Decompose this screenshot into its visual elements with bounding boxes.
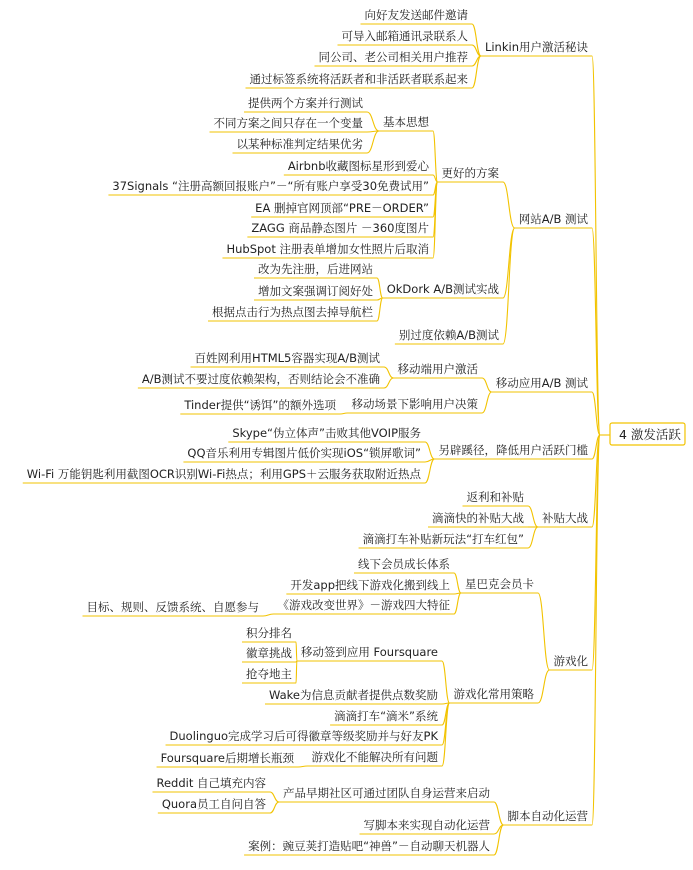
topic-b1: 网站A/B 测试	[518, 212, 588, 226]
topic-b5-1-0-0: 积分排名	[246, 626, 292, 640]
topic-b3: 另辟蹊径，降低用户活跃门槛	[438, 443, 588, 457]
topic-b1-0-5: HubSpot 注册表单增加女性照片后取消	[226, 242, 429, 256]
connector	[384, 378, 394, 388]
connector	[425, 459, 435, 483]
topic-b2-1-0: Tinder提供“诱饵”的额外选项	[184, 398, 336, 412]
topic-b1-0-0: 基本思想	[383, 115, 429, 129]
topic-b0-0: 向好友发送邮件邀请	[364, 8, 468, 22]
connector	[377, 298, 383, 321]
topic-b5-0-0: 线下会员成长体系	[358, 557, 450, 571]
topic-b5-1-4: 游戏化不能解决所有问题	[311, 750, 438, 764]
topic-b5-1-0: 移动签到应用 Foursquare	[300, 645, 438, 659]
connector	[298, 766, 308, 767]
topic-b5-0-1: 开发app把线下游戏化搬到线上	[290, 578, 450, 592]
connector	[377, 278, 383, 298]
topic-b1-0: 更好的方案	[441, 166, 499, 180]
connector	[482, 392, 492, 413]
topic-b1-2: 别过度依赖A/B测试	[398, 328, 499, 342]
connector	[538, 670, 550, 703]
topic-b5-1-0-1: 徽章挑战	[246, 646, 292, 660]
topic-b2-0-0: 百姓网利用HTML5容器实现A/B测试	[194, 351, 380, 365]
topic-b3-1: QQ音乐利用专辑图片低价实现iOS“锁屏歌词”	[187, 446, 421, 460]
connector	[528, 506, 538, 527]
topic-b5-1-0-2: 抢夺地主	[246, 667, 292, 681]
connector	[442, 661, 450, 703]
topic-b6-0-1: Quora员工自问自答	[161, 797, 266, 811]
topic-b5-0-2-0: 目标、规则、反馈系统、自愿参与	[86, 600, 259, 614]
connector	[384, 367, 394, 378]
topic-b1-0-0-2: 以某种标准判定结果优劣	[236, 137, 363, 151]
topic-b0-3: 通过标签系统将活跃者和非活跃者联系起来	[249, 72, 468, 86]
connector	[503, 228, 515, 344]
connector	[494, 802, 504, 825]
topic-b6-1: 写脚本来实现自动化运营	[363, 818, 490, 832]
topic-b2-1: 移动场景下影响用户决策	[351, 397, 478, 411]
topic-b5-1-4-0: Foursquare后期增长瓶颈	[160, 751, 294, 765]
topic-b1-1-1: 增加文案强调订阅好处	[258, 284, 373, 298]
connector	[482, 378, 492, 392]
topic-b5-1-3: Duolinguo完成学习后可得徽章等级奖励并与好友PK	[169, 729, 438, 743]
topic-b5-0: 星巴克会员卡	[465, 577, 534, 591]
topic-b2: 移动应用A/B 测试	[495, 376, 588, 390]
topic-b5-0-2: 《游戏改变世界》－游戏四大特征	[277, 598, 450, 612]
topic-b4: 补贴大战	[542, 511, 588, 525]
topic-b5: 游戏化	[553, 654, 588, 668]
connector	[454, 593, 461, 614]
connector	[367, 131, 379, 153]
topic-b4-2: 滴滴打车补贴新玩法“打车红包”	[362, 532, 524, 546]
topic-b5-1-1: Wake为信息贡献者提供点数奖励	[268, 688, 438, 702]
topic-b2-0-1: A/B测试不要过度依赖架构，否则结论会不准确	[141, 372, 380, 386]
topic-b6-2: 案例：豌豆荚打造贴吧“神兽”－自动聊天机器人	[248, 839, 490, 853]
connector	[296, 661, 297, 683]
topic-b4-0: 返利和补贴	[466, 490, 524, 504]
topic-b5-1: 游戏化常用策略	[453, 687, 534, 701]
topic-b1-0-2: 37Signals “注册高额回报账户”－“所有账户享受30免费试用”	[112, 179, 429, 193]
topic-nodes	[23, 8, 685, 855]
topic-b1-1-2: 根据点击行为热点图去掉导航栏	[212, 305, 373, 319]
topic-b0-1: 可导入邮箱通讯录联系人	[341, 29, 468, 43]
connector	[270, 792, 279, 802]
connector	[454, 573, 461, 593]
connector	[433, 131, 438, 182]
connector	[263, 614, 274, 616]
connector	[592, 435, 600, 825]
topic-b3-0: Skype“伪立体声”击败其他VOIP服务	[232, 426, 421, 440]
connector	[503, 182, 515, 228]
topic-b1-1-0: 改为先注册，后进网站	[258, 262, 373, 276]
root-topic: 4 激发活跃	[619, 427, 681, 442]
topic-b6-0: 产品早期社区可通过团队自身运营来启动	[283, 786, 490, 800]
topic-b0: Linkin用户激活秘诀	[484, 40, 588, 54]
topic-b1-1: OkDork A/B测试实战	[386, 282, 499, 296]
topic-b1-0-4: ZAGG 商品静态图片 －360度图片	[251, 221, 429, 235]
connector	[538, 593, 550, 670]
connector	[425, 442, 435, 459]
connector	[592, 56, 600, 435]
topic-b5-1-2: 滴滴打车“滴米”系统	[334, 709, 438, 723]
connector	[340, 413, 348, 414]
topic-b1-0-3: EA 删掉官网顶部“PRE－ORDER”	[255, 201, 429, 215]
connector	[528, 527, 538, 548]
connector	[296, 642, 297, 661]
topic-b1-0-0-0: 提供两个方案并行测试	[248, 96, 363, 110]
topic-b4-1: 滴滴快的补贴大战	[432, 511, 524, 525]
topic-b1-0-1: Airbnb收藏图标星形到爱心	[287, 159, 429, 173]
topic-b6: 脚本自动化运营	[507, 809, 588, 823]
topic-b1-0-0-1: 不同方案之间只存在一个变量	[213, 116, 363, 130]
topic-b2-0: 移动端用户激活	[397, 362, 478, 376]
connector	[270, 802, 279, 813]
topic-b6-0-0: Reddit 自己填充内容	[156, 776, 266, 790]
topic-b3-2: Wi-Fi 万能钥匙利用截图OCR识别Wi-Fi热点；利用GPS＋云服务获取附近热点	[26, 467, 421, 481]
topic-b0-2: 同公司、老公司相关用户推荐	[318, 50, 468, 64]
connector	[367, 112, 379, 131]
